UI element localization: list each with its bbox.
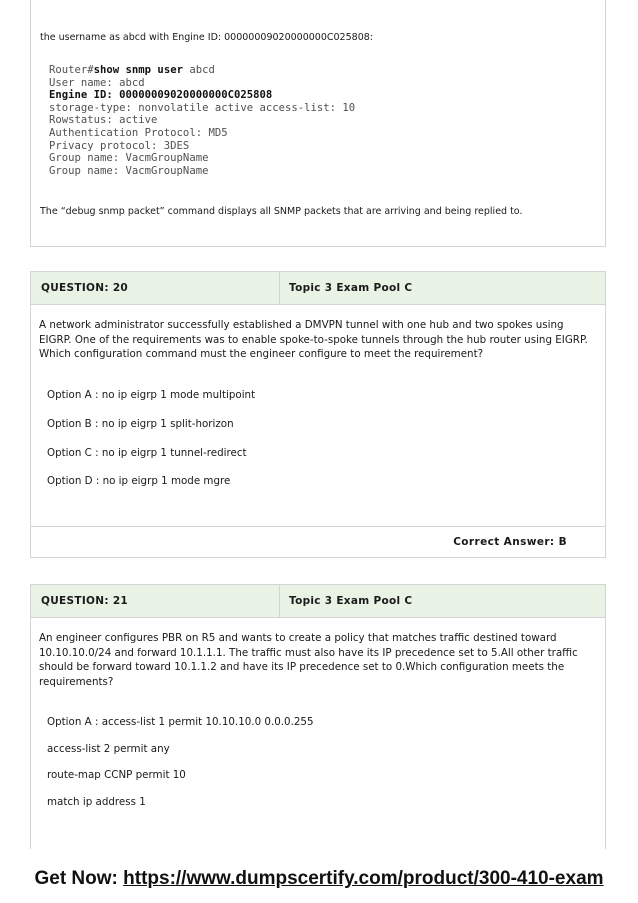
header-divider	[279, 272, 280, 304]
previous-question-card	[30, 0, 606, 247]
option-a-line: Option A : access-list 1 permit 10.10.10.0 0.0.0.255	[47, 716, 314, 728]
question-header	[31, 585, 605, 618]
question-card-20	[30, 271, 606, 558]
footer-label: Get Now:	[34, 868, 124, 889]
correct-answer: Correct Answer: B	[453, 536, 567, 548]
question-text: An engineer configures PBR on R5 and wants to create a policy that matches traffic destined toward 10.10.10.0/24 and forward 10.1.1.1. The traffic must also have its IP precedence set to 5.All other traffic should be forward toward 10.1.1.2 and have its IP precedence set to 0.Which configuration meets the requirements?	[39, 632, 578, 688]
cli-line: Group name: VacmGroupName	[49, 152, 209, 165]
footer-banner	[0, 868, 638, 890]
option-d: Option D : no ip eigrp 1 mode mgre	[47, 475, 231, 487]
cli-line: Engine ID: 00000009020000000C025808	[49, 89, 273, 102]
option-a-line: route-map CCNP permit 10	[47, 769, 186, 781]
cli-line: Group name: VacmGroupName	[49, 164, 209, 177]
cli-line: Authentication Protocol: MD5	[49, 126, 228, 139]
cli-line: Privacy protocol: 3DES	[49, 139, 190, 152]
explanation-note: The “debug snmp packet” command displays all SNMP packets that are arriving and being replied to.	[40, 206, 523, 217]
footer-link[interactable]: https://www.dumpscertify.com/product/300-410-exam	[123, 868, 604, 889]
question-topic: Topic 3 Exam Pool C	[289, 282, 413, 294]
option-a-line: match ip address 1	[47, 796, 146, 808]
option-c: Option C : no ip eigrp 1 tunnel-redirect	[47, 447, 247, 459]
question-topic: Topic 3 Exam Pool C	[289, 595, 413, 607]
question-number: QUESTION: 21	[41, 595, 129, 607]
header-divider	[279, 585, 280, 617]
explanation-intro: the username as abcd with Engine ID: 00000009020000000C025808:	[40, 32, 373, 43]
cli-line: Rowstatus: active	[49, 114, 158, 127]
option-b: Option B : no ip eigrp 1 split-horizon	[47, 418, 234, 430]
cli-line: User name: abcd	[49, 76, 145, 89]
option-a-line: access-list 2 permit any	[47, 743, 170, 755]
cli-line: storage-type: nonvolatile active access-list: 10	[49, 101, 356, 114]
question-header	[31, 272, 605, 305]
question-card-21	[30, 584, 606, 849]
cli-line: Router#show snmp user abcd	[49, 64, 215, 76]
question-number: QUESTION: 20	[41, 282, 129, 294]
option-a: Option A : no ip eigrp 1 mode multipoint	[47, 389, 256, 401]
question-text: A network administrator successfully established a DMVPN tunnel with one hub and two spokes using EIGRP. One of the requirements was to enable spoke-to-spoke tunnels through the hub router using EIGRP. Which configuration command must the engineer configure to meet the requirement?	[39, 319, 588, 360]
answer-row	[31, 526, 605, 558]
cli-output	[49, 64, 355, 177]
